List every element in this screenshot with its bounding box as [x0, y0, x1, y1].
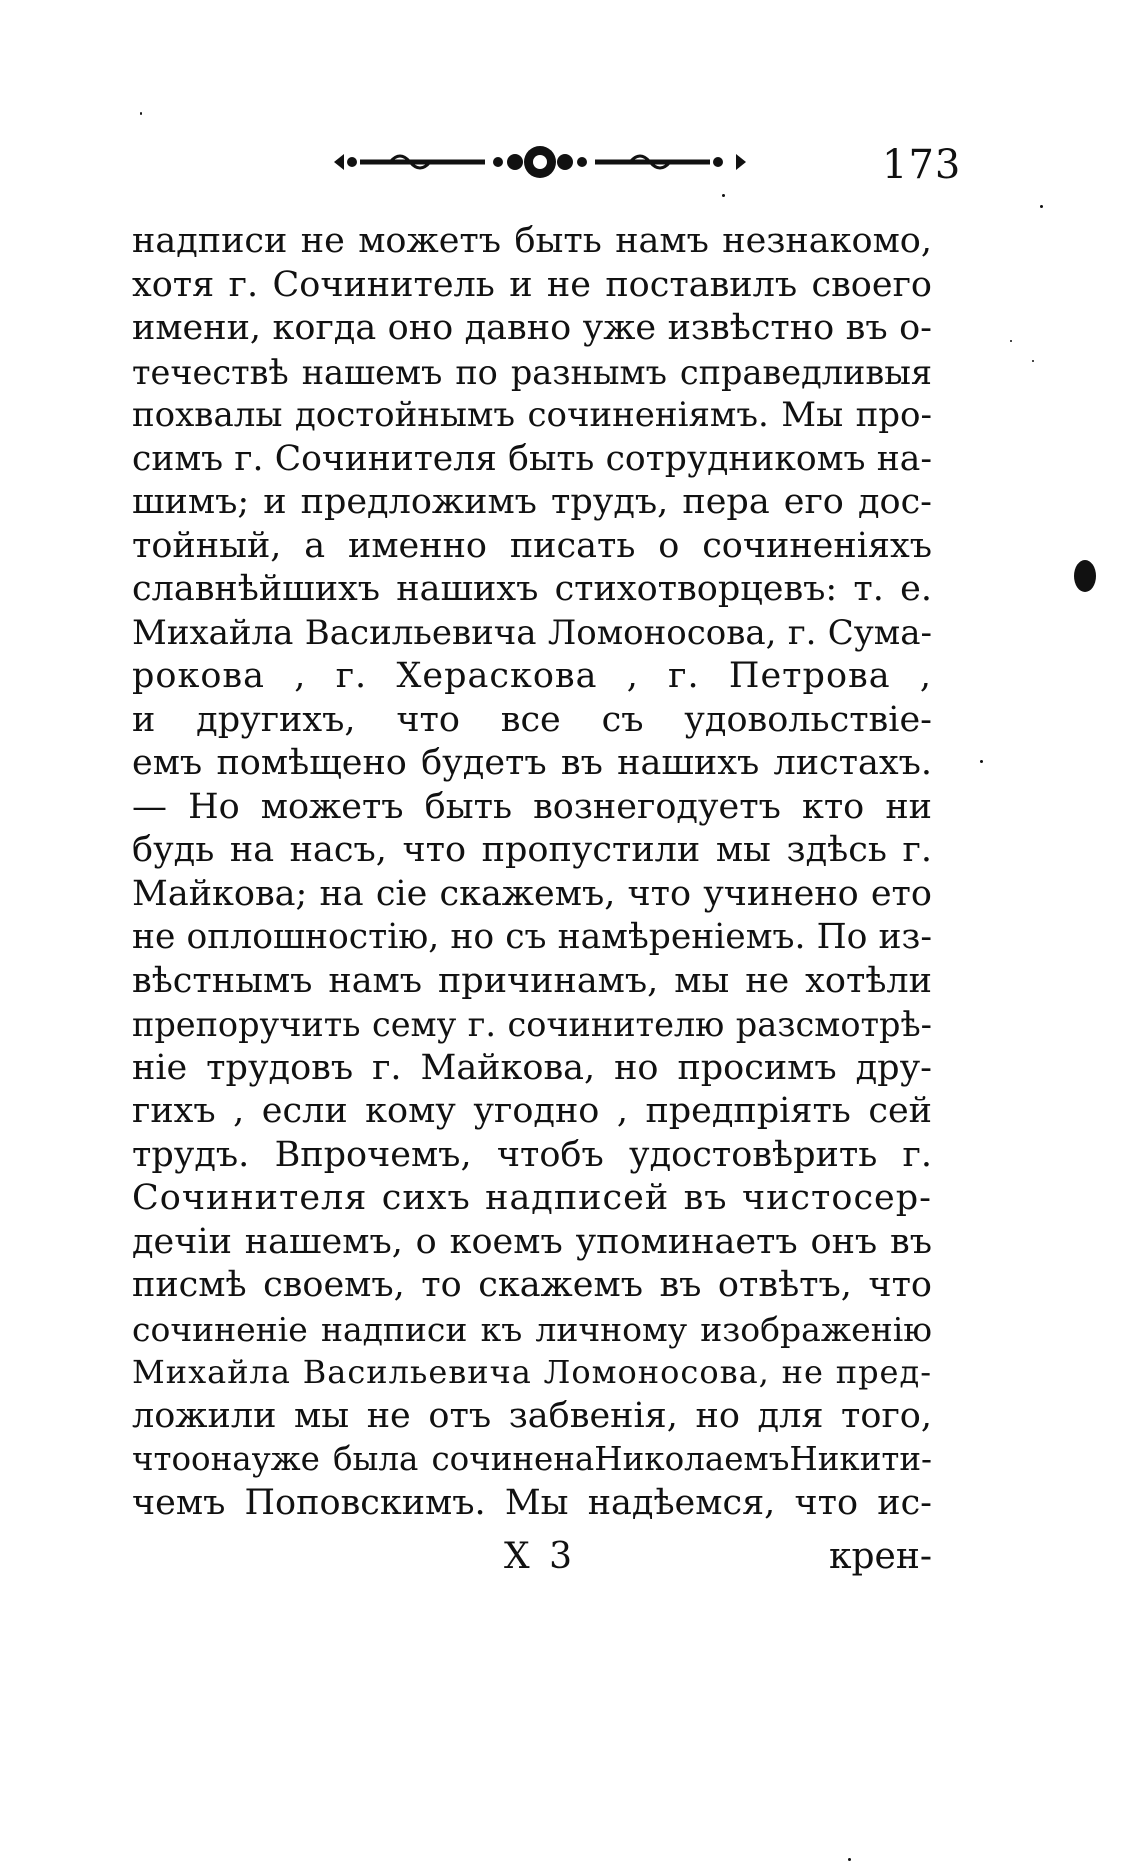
text-line: Михайла Васильевича Ломоносова, г. Сума- [132, 612, 932, 653]
text-line: чтоонауже была сочиненаНиколаемъНикити- [132, 1440, 932, 1478]
dust-speck [722, 194, 725, 197]
text-line: нiе трудовъ г. Майкова, но просимъ дру- [132, 1047, 932, 1088]
dust-speck [140, 112, 142, 115]
dust-speck [1032, 360, 1034, 362]
dust-speck [1010, 340, 1012, 342]
text-line: Сочинителя сихъ надписей въ чистосер- [132, 1178, 932, 1218]
text-line: чемъ Поповскимъ. Мы надѣемся, что ис- [132, 1482, 932, 1523]
dust-speck [1040, 205, 1043, 208]
text-line: вѣстнымъ намъ причинамъ, мы не хотѣли [132, 960, 932, 1001]
body-text [132, 220, 932, 1525]
text-line: не оплошностiю, но съ намѣренiемъ. По из- [132, 917, 932, 957]
text-line: сочиненiе надписи къ личному изображенiю [132, 1309, 932, 1349]
ink-blot [1074, 560, 1096, 592]
text-line: симъ г. Сочинителя быть сотрудникомъ на- [132, 438, 932, 479]
text-line: будь на насъ, что пропустили мы здѣсь г. [132, 830, 932, 870]
text-line: Майкова; на сiе скажемъ, что учинено ето [132, 873, 932, 914]
text-line: надписи не можетъ быть намъ незнакомо, [132, 221, 932, 261]
text-line: Михайла Васильевича Ломоносова, не пред- [132, 1353, 932, 1391]
text-line: — Но можетъ быть вознегодуетъ кто ни [132, 786, 932, 827]
page-header [330, 140, 970, 200]
text-line: дечiи нашемъ, о коемъ упоминаетъ онъ въ [132, 1221, 932, 1262]
text-line: ложили мы не отъ забвенiя, но для того, [132, 1395, 932, 1436]
page-number: 173 [882, 142, 962, 188]
text-line: похвалы достойнымъ сочиненіямъ. Мы про- [132, 395, 932, 435]
text-line: рокова , г. Хераскова , г. Петрова , [132, 656, 932, 696]
text-line: течествѣ нашемъ по разнымъ справедливыя [132, 352, 932, 392]
dust-speck [848, 1858, 851, 1861]
dust-speck [980, 760, 983, 763]
page-footer [132, 1532, 932, 1582]
text-line: и другихъ, что все съ удовольствiе- [132, 699, 932, 740]
ornament-rule-icon [330, 140, 750, 184]
catchword: крен- [828, 1536, 932, 1577]
text-line: славнѣйшихъ нашихъ стихотворцевъ: т. е. [132, 569, 932, 609]
signature-mark: Х 3 [504, 1536, 576, 1577]
text-line: хотя г. Сочинитель и не поставилъ своего [132, 264, 932, 305]
text-line: емъ помѣщено будетъ въ нашихъ листахъ. [132, 743, 932, 783]
text-line: шимъ; и предложимъ трудъ, пера его дос- [132, 482, 932, 522]
text-line: имени, когда оно давно уже извѣстно въ о- [132, 308, 932, 348]
text-line: тойный, а именно писать о сочиненіяхъ [132, 525, 932, 566]
text-line: гихъ , если кому угодно , предпрiять сей [132, 1091, 932, 1131]
text-line: препоручить сему г. сочинителю разсмотрѣ- [132, 1005, 932, 1044]
text-line: писмѣ своемъ, то скажемъ въ отвѣтъ, что [132, 1265, 932, 1305]
text-line: трудъ. Впрочемъ, чтобъ удостовѣрить г. [132, 1134, 932, 1175]
